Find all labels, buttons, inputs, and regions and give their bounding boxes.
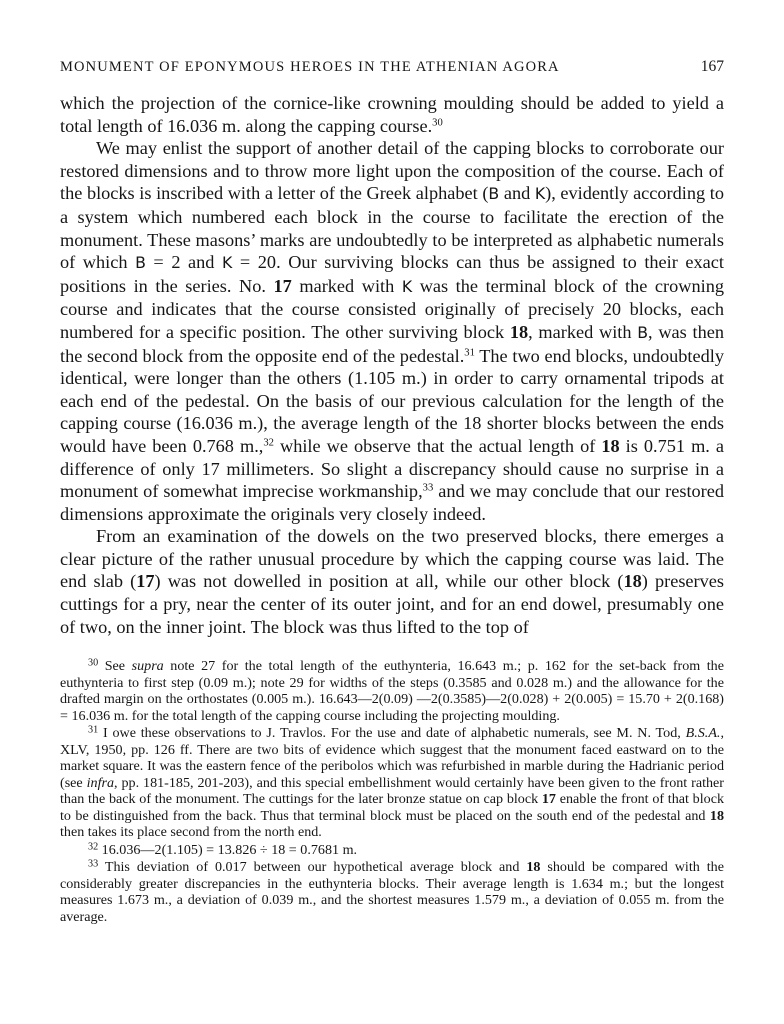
footnote-33: $^{33}$ This deviation of 0.017 between our hypothetical average block and 18 should be compared with the considerably greater discrepancies in the euthynteria blocks. Their average length is 1.634 m.; but the longest measures 1.673 m., a deviation of 0.039 m., and the shortest measures 1.579 m., a deviation of 0.055 m. from the average. xyxy=(60,858,724,925)
footnote-ref-32[interactable]: 32 xyxy=(263,437,274,449)
running-header xyxy=(60,58,724,82)
greek-letter: B xyxy=(135,253,146,273)
block-number: 18 xyxy=(623,571,642,592)
greek-letter: K xyxy=(401,276,413,296)
block-number: 17 xyxy=(136,571,155,592)
greek-letter: B xyxy=(488,184,500,204)
greek-letter: K xyxy=(534,184,546,204)
footnote-32: $^{32}$ 16.036—2(1.105) = 13.826 ÷ 18 = 0.7681 m. xyxy=(88,841,358,858)
running-title: MONUMENT OF EPONYMOUS HEROES IN THE ATHENIAN AGORA xyxy=(60,59,560,75)
main-text xyxy=(60,92,724,638)
page-number: 167 xyxy=(700,58,724,75)
block-number: 18 xyxy=(509,321,529,342)
footnotes xyxy=(60,658,724,925)
footnote-30: $^{30}$ See supra note 27 for the total length of the euthynteria, 16.643 m.; p. 162 for the set-back from the euthynteria to first step (0.09 m.); note 29 for widths of the steps (0.3585 and 0.028 m.) and the allowance for the drafted margin on the orthostates (0.005 m.). 16.643—2(0.09) —2(0.3585)—2(0.028) + 2(0.005) = 15.70 + 2(0.168) = 16.036 m. for the total length of the capping course including the projecting moulding. xyxy=(60,657,724,724)
footnote-ref-30[interactable]: 30 xyxy=(432,117,443,129)
footnote-ref-33[interactable]: 33 xyxy=(422,482,434,494)
greek-letter: B xyxy=(637,322,649,342)
footnote-ref-31[interactable]: 31 xyxy=(464,346,475,358)
page xyxy=(60,58,724,925)
paragraph-3: From an examination of the dowels on the two preserved blocks, there emerges a clear picture of the rather unusual procedure by which the capping course was laid. The end slab (17) was not dowelled in position at all, while our other block (18) preserves cuttings for a pry, near the center of its outer joint, and for an end dowel, presumably one of two, on the inner joint. The block was thus lifted to the top of xyxy=(60,526,725,637)
paragraph-1: which the projection of the cornice-like crowning moulding should be added to yield a total length of 16.036 m. along the capping course.$^{30}$ xyxy=(60,93,724,136)
block-number: 17 xyxy=(273,275,292,296)
block-number: 18 xyxy=(601,435,620,456)
footnote-31: $^{31}$ I owe these observations to J. Travlos. For the use and date of alphabetic numerals, see M. N. Tod, B.S.A., XLV, 1950, pp. 126 ff. There are two bits of evidence which suggest that the monument faced eastward on to the market square. It was the eastern fence of the peribolos which was refurbished in marble during the Hadrianic period (see infra, pp. 181-185, 201-203), and this special embellishment would certainly have been given to the front rather than the back of the monument. The cuttings for the later bronze statue on cap block 17 enable the front of that block to be distinguished from the back. Thus that terminal block must be placed on the south end of the pedestal and 18 then takes its place second from the north end. xyxy=(60,724,724,841)
paragraph-2: We may enlist the support of another detail of the capping blocks to corroborate our restored dimensions and to throw more light upon the composition of the course. Each of the blocks is inscribed with a letter of the Greek alphabet (B and K), evidently according to a system which numbered each block in the course to facilitate the erection of the monument. These masons’ marks are undoubtedly to be interpreted as alphabetic numerals of which B = 2 and K = 20. Our surviving blocks can thus be assigned to their exact positions in the series. No. 17 marked with K was the terminal block of the crowning course and indicates that the course consisted originally of precisely 20 blocks, each numbered for a specific position. The other surviving block 18, marked with B, was then the second block from the opposite end of the pedestal.$^{31}$ The two end blocks, undoubtedly identical, were longer than the others (1.105 m.) in order to carry ornamental tripods at each end of the pedestal. On the basis of our previous calculation for the length of the capping course (16.036 m.), the average length of the 18 shorter blocks between the ends would have been 0.768 m.,$^{32}$ while we observe that the actual length of 18 is 0.751 m. a difference of only 17 millimeters. So slight a discrepancy should cause no surprise in a monument of somewhat imprecise workmanship,$^{33}$ and we may conclude that our restored dimensions approximate the originals very closely indeed. xyxy=(60,138,725,524)
greek-letter: K xyxy=(222,253,233,273)
